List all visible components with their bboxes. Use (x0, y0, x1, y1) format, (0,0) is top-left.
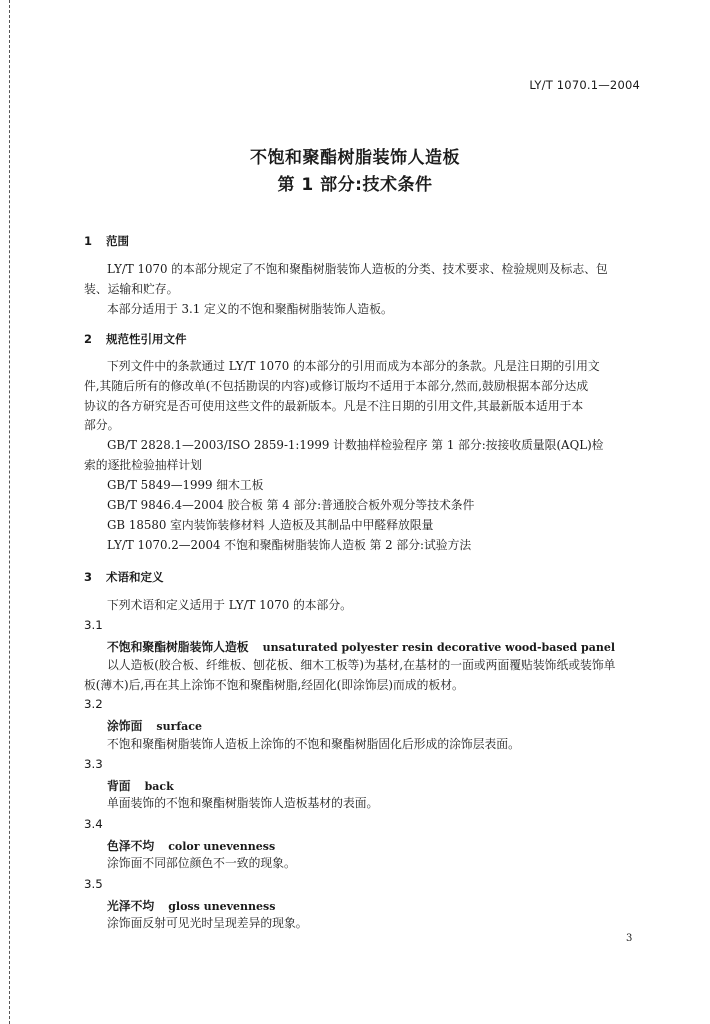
section-title: 术语和定义 (106, 570, 164, 584)
section-title: 规范性引用文件 (106, 332, 187, 346)
term-english: gloss unevenness (168, 900, 276, 913)
paragraph-line: 下列术语和定义适用于 LY/T 1070 的本部分。 (107, 598, 352, 612)
paragraph-line: 部分。 (84, 418, 120, 432)
term-entry (107, 837, 275, 854)
term-number: 3.2 (84, 697, 103, 711)
definition-line: 不饱和聚酯树脂装饰人造板上涂饰的不饱和聚酯树脂固化后形成的涂饰层表面。 (107, 737, 520, 751)
paragraph-line: 下列文件中的条款通过 LY/T 1070 的本部分的引用而成为本部分的条款。凡是注日期的引用文 (107, 359, 600, 373)
definition-line: 涂饰面反射可见光时呈现差异的现象。 (107, 916, 308, 930)
term-number: 3.1 (84, 618, 103, 632)
reference-line: GB/T 5849—1999 细木工板 (107, 478, 264, 492)
term-chinese: 涂饰面 (107, 719, 143, 733)
term-chinese: 不饱和聚酯树脂装饰人造板 (107, 640, 249, 654)
term-number: 3.4 (84, 817, 103, 831)
section-number: 3 (84, 570, 93, 584)
paragraph-line: LY/T 1070 的本部分规定了不饱和聚酯树脂装饰人造板的分类、技术要求、检验规则及标志、包 (107, 262, 608, 276)
document-subtitle: 第 1 部分:技术条件 (277, 175, 433, 195)
term-english: unsaturated polyester resin decorative wood-based panel (262, 641, 616, 654)
term-entry (107, 897, 275, 914)
reference-line: GB 18580 室内装饰装修材料 人造板及其制品中甲醛释放限量 (107, 518, 434, 532)
page-number: 3 (626, 933, 633, 944)
term-english: surface (156, 720, 202, 733)
definition-line: 涂饰面不同部位颜色不一致的现象。 (107, 856, 296, 870)
term-english: color unevenness (168, 840, 276, 853)
section-3-heading (84, 569, 164, 585)
definition-line: 以人造板(胶合板、纤维板、刨花板、细木工板等)为基材,在基材的一面或两面覆贴装饰纸或装饰单 (107, 658, 616, 672)
reference-line: 索的逐批检验抽样计划 (84, 458, 202, 472)
reference-line: GB/T 2828.1—2003/ISO 2859-1:1999 计数抽样检验程序 第 1 部分:按接收质量限(AQL)检 (107, 438, 604, 452)
definition-line: 单面装饰的不饱和聚酯树脂装饰人造板基材的表面。 (107, 796, 379, 810)
term-entry (107, 717, 202, 734)
term-number: 3.5 (84, 877, 103, 891)
term-chinese: 色泽不均 (107, 839, 155, 853)
section-title: 范围 (106, 234, 129, 248)
term-entry (107, 638, 615, 655)
reference-line: LY/T 1070.2—2004 不饱和聚酯树脂装饰人造板 第 2 部分:试验方法 (107, 538, 472, 552)
paragraph-line: 装、运输和贮存。 (84, 282, 179, 296)
paragraph-line: 协议的各方研究是否可使用这些文件的最新版本。凡是不注日期的引用文件,其最新版本适用于本 (84, 399, 584, 413)
paragraph-line: 件,其随后所有的修改单(不包括勘误的内容)或修订版均不适用于本部分,然而,鼓励根据本部分达成 (84, 379, 589, 393)
standard-code: LY/T 1070.1—2004 (529, 78, 640, 92)
definition-line: 板(薄木)后,再在其上涂饰不饱和聚酯树脂,经固化(即涂饰层)而成的板材。 (84, 678, 464, 692)
term-chinese: 背面 (107, 779, 131, 793)
reference-line: GB/T 9846.4—2004 胶合板 第 4 部分:普通胶合板外观分等技术条件 (107, 498, 475, 512)
document-title: 不饱和聚酯树脂装饰人造板 (250, 148, 460, 168)
term-entry (107, 777, 174, 794)
term-number: 3.3 (84, 757, 103, 771)
section-2-heading (84, 331, 187, 347)
section-number: 2 (84, 332, 93, 346)
section-1-heading (84, 233, 129, 249)
term-english: back (144, 780, 174, 793)
section-number: 1 (84, 234, 93, 248)
paragraph-line: 本部分适用于 3.1 定义的不饱和聚酯树脂装饰人造板。 (107, 302, 393, 316)
term-chinese: 光泽不均 (107, 899, 155, 913)
